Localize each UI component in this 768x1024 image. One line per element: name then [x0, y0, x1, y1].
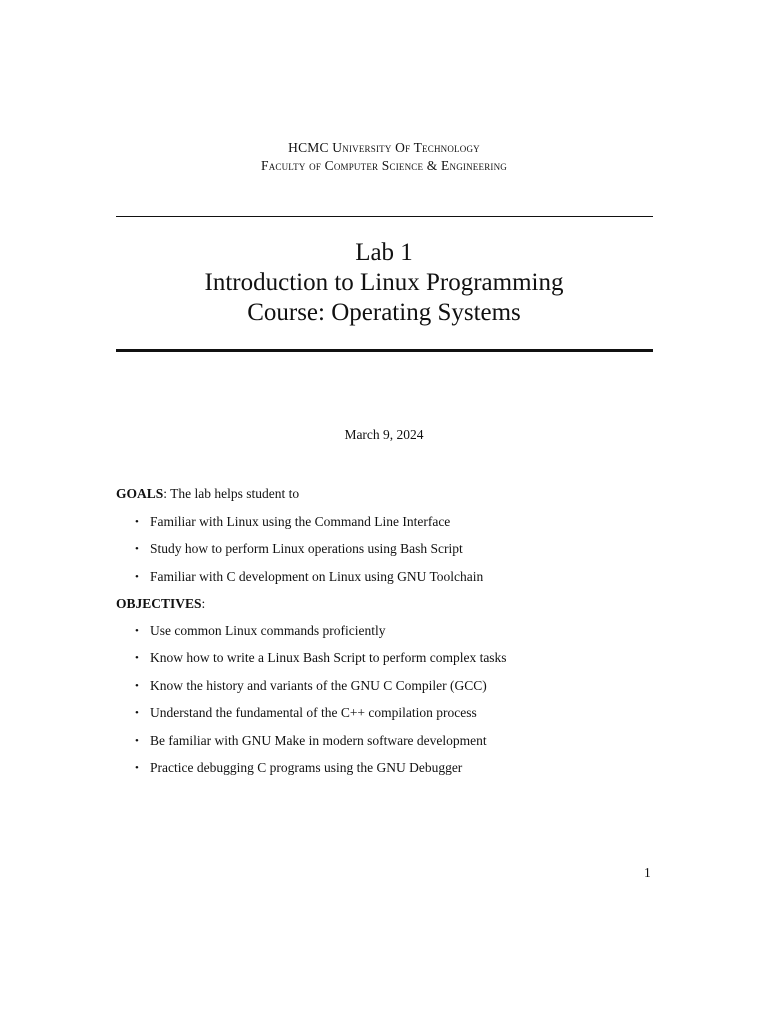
goals-intro: : The lab helps student to	[163, 486, 300, 501]
objectives-label: OBJECTIVES	[116, 596, 202, 611]
document-date: March 9, 2024	[344, 427, 424, 442]
bullet-icon: •	[135, 516, 139, 528]
bullet-icon: •	[135, 625, 139, 637]
goals-heading	[116, 486, 299, 502]
objectives-intro: :	[201, 596, 206, 611]
list-item: • Familiar with C development on Linux using GNU Toolchain	[135, 568, 484, 584]
bullet-icon: •	[135, 734, 139, 747]
bullet-icon: •	[135, 543, 139, 556]
goals-label: GOALS	[116, 486, 164, 501]
bullet-icon: •	[135, 707, 139, 720]
title-line-2: Introduction to Linux Programming	[204, 269, 564, 296]
list-item: • Use common Linux commands proficiently	[135, 623, 386, 638]
goals-list	[134, 514, 483, 596]
list-item: • Familiar with Linux using the Command Line Interface	[135, 514, 451, 529]
objectives-list	[134, 623, 507, 787]
bottom-rule	[116, 349, 653, 352]
bullet-icon: •	[135, 679, 139, 692]
list-item: • Practice debugging C programs using the GNU Debugger	[135, 759, 463, 775]
list-item: • Know the history and variants of the GNU C Compiler (GCC)	[135, 677, 487, 693]
list-item: • Know how to write a Linux Bash Script to perform complex tasks	[135, 650, 507, 666]
list-item: • Be familiar with GNU Make in modern software development	[135, 732, 487, 748]
title-line-3: Course: Operating Systems	[247, 299, 521, 326]
top-rule	[116, 216, 653, 217]
bullet-icon: •	[135, 652, 139, 665]
list-item: • Study how to perform Linux operations using Bash Script	[135, 541, 463, 557]
objectives-heading	[116, 596, 205, 612]
faculty-name: Faculty of Computer Science & Engineering	[260, 158, 507, 173]
page-number: 1	[644, 865, 651, 880]
bullet-icon: •	[135, 761, 139, 774]
university-name: HCMC University Of Technology	[288, 140, 480, 155]
institution-header	[0, 139, 768, 175]
title-line-1: Lab 1	[355, 239, 413, 266]
bullet-icon: •	[135, 570, 139, 583]
document-title	[0, 238, 768, 328]
list-item: • Understand the fundamental of the C++ compilation process	[135, 705, 477, 721]
